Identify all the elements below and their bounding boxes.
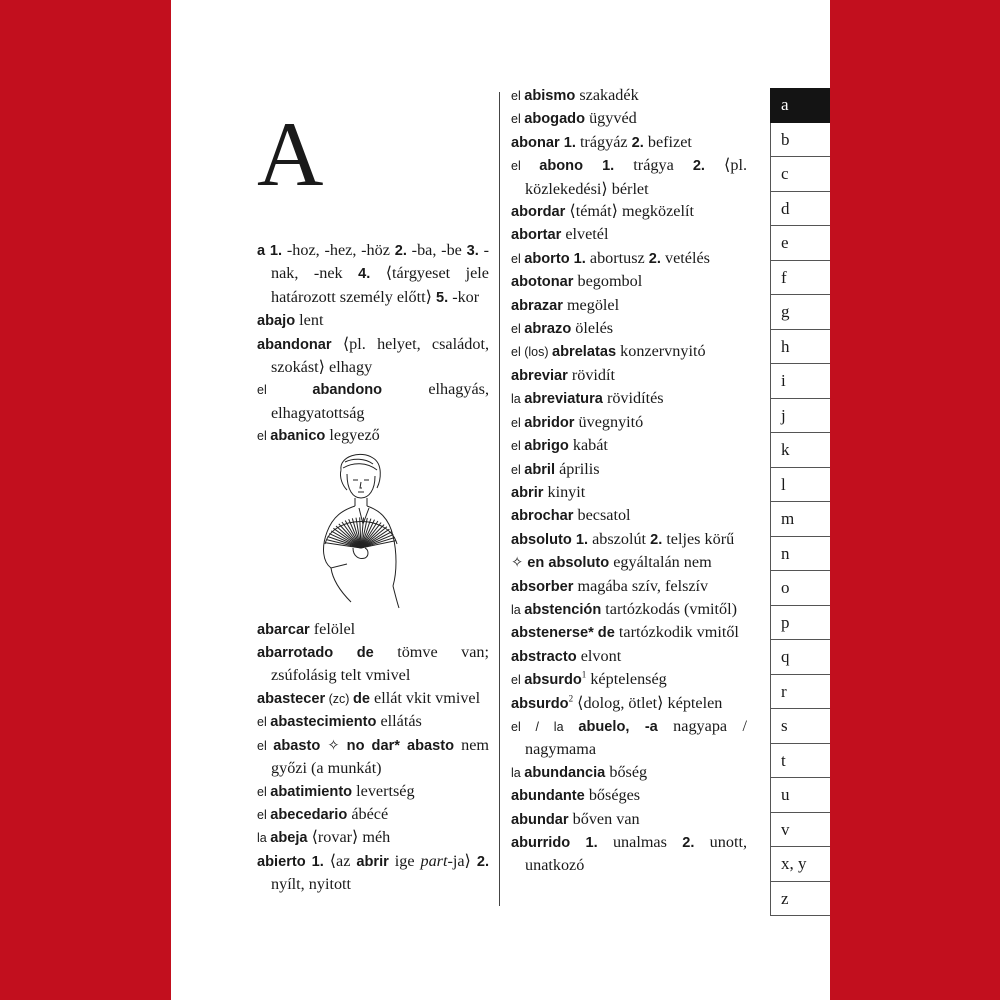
translation: befizet xyxy=(643,132,692,151)
index-tab-f[interactable]: f xyxy=(770,261,830,296)
headword: abanico xyxy=(270,428,326,445)
translation: tömve van; zsúfolásig telt vmivel xyxy=(271,643,489,685)
headword: abismo xyxy=(524,88,576,104)
index-tab-xy[interactable]: x, y xyxy=(770,847,830,882)
headword: abajo xyxy=(257,313,296,330)
article: la xyxy=(257,831,271,846)
dictionary-entry xyxy=(511,668,747,691)
headword: abstracto xyxy=(511,648,577,665)
translation: trágya xyxy=(614,156,693,175)
translation: bőséges xyxy=(584,786,641,805)
headword: abarcar xyxy=(257,621,310,638)
translation: ⟨az xyxy=(323,851,357,870)
column-divider xyxy=(499,92,500,906)
dictionary-entry xyxy=(511,247,747,270)
dictionary-entry xyxy=(511,458,747,481)
headword: abordar xyxy=(511,204,566,221)
translation: megölel xyxy=(562,295,620,314)
headword: abarrotado de xyxy=(257,645,374,662)
dictionary-entry xyxy=(511,340,747,363)
translation: vetélés xyxy=(660,248,710,267)
translation: magába szív, felszív xyxy=(573,576,709,595)
translation: ige xyxy=(388,851,421,870)
headword: abuelo, -a xyxy=(578,718,658,735)
sense-number: 2. xyxy=(650,531,663,548)
translation: abortusz xyxy=(585,248,649,267)
dictionary-entry xyxy=(257,710,489,733)
headword: abastecimiento xyxy=(270,714,377,731)
translation: levertség xyxy=(352,781,415,800)
translation: tartózkodás (vmitől) xyxy=(601,599,738,618)
index-tab-t[interactable]: t xyxy=(770,744,830,779)
headword: abundar xyxy=(511,811,569,828)
dictionary-entry xyxy=(257,803,489,826)
sense-number: 5. xyxy=(435,289,449,306)
headword: abogado xyxy=(524,111,586,128)
translation: unott, unatkozó xyxy=(525,833,747,875)
dictionary-entry xyxy=(257,734,489,780)
fan-woman-illustration xyxy=(303,452,423,612)
translation: elhagyás, elhagyatottság xyxy=(271,380,489,422)
article: el xyxy=(511,415,525,430)
translation: ölelés xyxy=(571,319,614,338)
sense-number: 4. xyxy=(358,266,371,283)
index-tab-s[interactable]: s xyxy=(770,709,830,744)
translation: képtelenség xyxy=(586,670,667,689)
article: la xyxy=(511,392,525,407)
article: la xyxy=(511,765,525,780)
translation: bőség xyxy=(605,762,648,781)
dictionary-entry xyxy=(511,692,747,715)
dictionary-page xyxy=(171,0,830,1000)
translation: -nak, -nek xyxy=(271,241,489,283)
dictionary-entry xyxy=(511,154,747,200)
dictionary-entry xyxy=(511,317,747,340)
homonym-index: 2 xyxy=(568,693,574,704)
headword: abril xyxy=(524,461,556,478)
headword: abortar xyxy=(511,227,562,244)
headword: abatimiento xyxy=(270,783,353,800)
translation: kinyit xyxy=(543,482,586,501)
translation: ellátás xyxy=(376,712,422,731)
article: el xyxy=(511,112,525,127)
dictionary-entry xyxy=(257,687,489,710)
headword: aburrido xyxy=(511,835,571,851)
headword: ✧ en absoluto xyxy=(511,555,610,572)
headword: abreviar xyxy=(511,367,568,384)
translation: kabát xyxy=(568,436,608,455)
dictionary-entry xyxy=(511,761,747,784)
sense-number: 2. xyxy=(394,243,407,259)
translation: trágyáz xyxy=(575,132,632,151)
dictionary-entry xyxy=(257,309,489,332)
dictionary-entry xyxy=(511,808,747,831)
translation: begombol xyxy=(573,272,643,291)
dictionary-entry xyxy=(257,378,489,424)
article: el xyxy=(511,89,525,103)
dictionary-entry xyxy=(511,107,747,130)
alphabet-index-tabs xyxy=(770,88,830,916)
article: la xyxy=(511,602,525,617)
sense-number: 1. xyxy=(570,835,598,851)
dictionary-entry xyxy=(511,528,747,551)
sense-number: 1. xyxy=(571,531,589,548)
index-tab-k[interactable]: k xyxy=(770,433,830,468)
translation: elvetél xyxy=(561,225,609,244)
index-tab-o[interactable]: o xyxy=(770,571,830,606)
translation: legyező xyxy=(325,426,380,445)
translation: ⟨témát⟩ megközelít xyxy=(565,202,694,221)
index-tab-n[interactable]: n xyxy=(770,537,830,572)
index-tab-b[interactable]: b xyxy=(770,123,830,158)
translation: április xyxy=(555,459,600,478)
left-column xyxy=(257,239,489,896)
sense-number: 1. xyxy=(569,250,586,267)
translation: part xyxy=(420,851,448,870)
dictionary-entry xyxy=(257,239,489,309)
translation: ügyvéd xyxy=(585,109,637,128)
headword: abrelatas xyxy=(551,344,617,361)
index-tab-z[interactable]: z xyxy=(770,882,830,917)
index-tab-v[interactable]: v xyxy=(770,813,830,848)
translation: ⟨rovar⟩ méh xyxy=(307,828,391,847)
index-tab-a[interactable]: a xyxy=(770,88,830,123)
translation: ⟨dolog, ötlet⟩ képtelen xyxy=(573,693,723,712)
headword: de xyxy=(352,690,370,707)
headword: abreviatura xyxy=(524,391,603,408)
index-tab-g[interactable]: g xyxy=(770,295,830,330)
dictionary-entry xyxy=(257,850,489,896)
translation: üvegnyitó xyxy=(574,412,644,431)
sense-number: 1. xyxy=(559,134,576,151)
translation: szakadék xyxy=(575,86,639,104)
translation: felölel xyxy=(309,619,356,638)
dictionary-entry xyxy=(511,831,747,877)
dictionary-entry xyxy=(511,223,747,246)
sense-number: 2. xyxy=(682,835,695,851)
headword: abandono xyxy=(312,382,383,399)
sense-number: 2. xyxy=(692,158,705,175)
translation: -kor xyxy=(448,287,480,306)
right-column xyxy=(511,84,747,877)
translation: bőven van xyxy=(568,809,640,828)
dictionary-entry xyxy=(511,504,747,527)
index-tab-m[interactable]: m xyxy=(770,502,830,537)
headword: absorber xyxy=(511,578,574,595)
dictionary-entry xyxy=(257,333,489,379)
headword: abasto ✧ no dar* abasto xyxy=(273,737,455,754)
headword: abierto xyxy=(257,853,306,870)
dictionary-entry xyxy=(257,641,489,687)
dictionary-entry xyxy=(511,715,747,761)
index-tab-j[interactable]: j xyxy=(770,399,830,434)
sense-number: 2. xyxy=(648,250,661,267)
headword: abecedario xyxy=(270,806,348,823)
article: el xyxy=(511,462,525,477)
headword: abundancia xyxy=(524,764,606,781)
headword: abotonar xyxy=(511,274,574,291)
translation: lent xyxy=(295,311,324,330)
translation: ⟨tárgyeset jele határozott személy előtt⟩ xyxy=(271,264,489,306)
dictionary-entry xyxy=(511,434,747,457)
translation: -ja⟩ xyxy=(447,851,477,870)
dictionary-entry xyxy=(511,784,747,807)
sense-number: 3. xyxy=(466,243,479,259)
headword: abstención xyxy=(524,601,602,618)
index-tab-p[interactable]: p xyxy=(770,606,830,641)
dictionary-entry xyxy=(511,294,747,317)
dictionary-entry xyxy=(511,481,747,504)
section-letter: A xyxy=(257,103,324,205)
translation: ábécé xyxy=(347,804,389,823)
headword: abandonar xyxy=(257,336,332,353)
article: el xyxy=(257,715,271,730)
headword: abastecer xyxy=(257,690,326,707)
headword: abstenerse* de xyxy=(511,625,615,642)
headword: abrigo xyxy=(524,438,569,455)
article: el (los) xyxy=(511,345,552,360)
translation: ⟨pl. közlekedési⟩ bérlet xyxy=(525,156,747,198)
sense-number: 1. xyxy=(305,853,324,870)
homonym-index: 1 xyxy=(581,669,587,680)
dictionary-entry xyxy=(511,387,747,410)
dictionary-entry xyxy=(511,131,747,154)
article: el xyxy=(257,429,271,444)
headword: abeja xyxy=(270,830,308,847)
translation: becsatol xyxy=(573,506,631,525)
translation: rövidít xyxy=(567,365,616,384)
headword: abundante xyxy=(511,788,585,805)
translation: nyílt, nyitott xyxy=(271,875,352,894)
article: el xyxy=(511,439,525,454)
headword: abrazar xyxy=(511,297,563,314)
dictionary-entry xyxy=(511,598,747,621)
index-tab-e[interactable]: e xyxy=(770,226,830,261)
article: el xyxy=(511,673,525,688)
headword: abridor xyxy=(524,414,575,431)
index-tab-i[interactable]: i xyxy=(770,364,830,399)
dictionary-entry xyxy=(511,411,747,434)
index-tab-d[interactable]: d xyxy=(770,192,830,227)
dictionary-entry xyxy=(511,84,747,107)
index-tab-l[interactable]: l xyxy=(770,468,830,503)
translation: unalmas xyxy=(597,833,683,851)
index-tab-r[interactable]: r xyxy=(770,675,830,710)
dictionary-entry xyxy=(257,780,489,803)
dictionary-entry xyxy=(511,270,747,293)
headword: abrochar xyxy=(511,508,574,525)
illustration xyxy=(257,448,489,618)
article: el xyxy=(511,322,525,337)
sense-number: 1. xyxy=(265,243,283,259)
headword: abonar xyxy=(511,134,560,151)
headword: abrir xyxy=(356,853,389,870)
headword: aborto xyxy=(524,250,570,267)
translation: -ba, -be xyxy=(406,241,467,259)
translation: egyáltalán nem xyxy=(609,553,712,572)
article: el xyxy=(511,251,525,266)
translation: elvont xyxy=(576,646,622,665)
headword: absoluto xyxy=(511,531,572,548)
sense-number: 2. xyxy=(631,134,644,151)
headword: absurdo xyxy=(524,672,582,689)
article: el xyxy=(257,807,271,822)
headword: absurdo xyxy=(511,695,569,712)
dictionary-entry xyxy=(511,364,747,387)
headword: a xyxy=(257,243,266,259)
index-tab-u[interactable]: u xyxy=(770,778,830,813)
dictionary-entry xyxy=(511,621,747,644)
headword: abono xyxy=(539,158,583,175)
translation: abszolút xyxy=(588,529,651,548)
article: el xyxy=(257,383,313,398)
translation: teljes körű xyxy=(662,529,735,548)
dictionary-entry xyxy=(257,826,489,849)
dictionary-entry xyxy=(511,575,747,598)
translation: -hoz, -hez, -höz xyxy=(282,241,395,259)
translation: rövidítés xyxy=(602,389,664,408)
dictionary-entry xyxy=(257,618,489,641)
dictionary-entry xyxy=(511,200,747,223)
index-tab-c[interactable]: c xyxy=(770,157,830,192)
dictionary-entry xyxy=(257,424,489,447)
translation: ⟨pl. helyet, családot, szokást⟩ elhagy xyxy=(271,334,489,377)
translation: konzervnyitó xyxy=(616,342,706,361)
article: el xyxy=(511,159,540,174)
article: (zc) xyxy=(325,691,353,706)
sense-number: 2. xyxy=(476,853,489,870)
article: el / la xyxy=(511,719,579,734)
translation: tartózkodik vmitől xyxy=(614,623,739,642)
article: el xyxy=(257,738,274,753)
headword: abrazo xyxy=(524,321,572,338)
headword: abrir xyxy=(511,484,544,501)
dictionary-entry xyxy=(511,645,747,668)
article: el xyxy=(257,784,271,799)
sense-number: 1. xyxy=(583,158,615,175)
translation: nem győzi (a munkát) xyxy=(271,735,489,778)
index-tab-q[interactable]: q xyxy=(770,640,830,675)
translation: nagyapa / nagymama xyxy=(525,716,747,759)
dictionary-entry xyxy=(511,551,747,574)
translation: ellát vkit vmivel xyxy=(369,688,481,707)
index-tab-h[interactable]: h xyxy=(770,330,830,365)
